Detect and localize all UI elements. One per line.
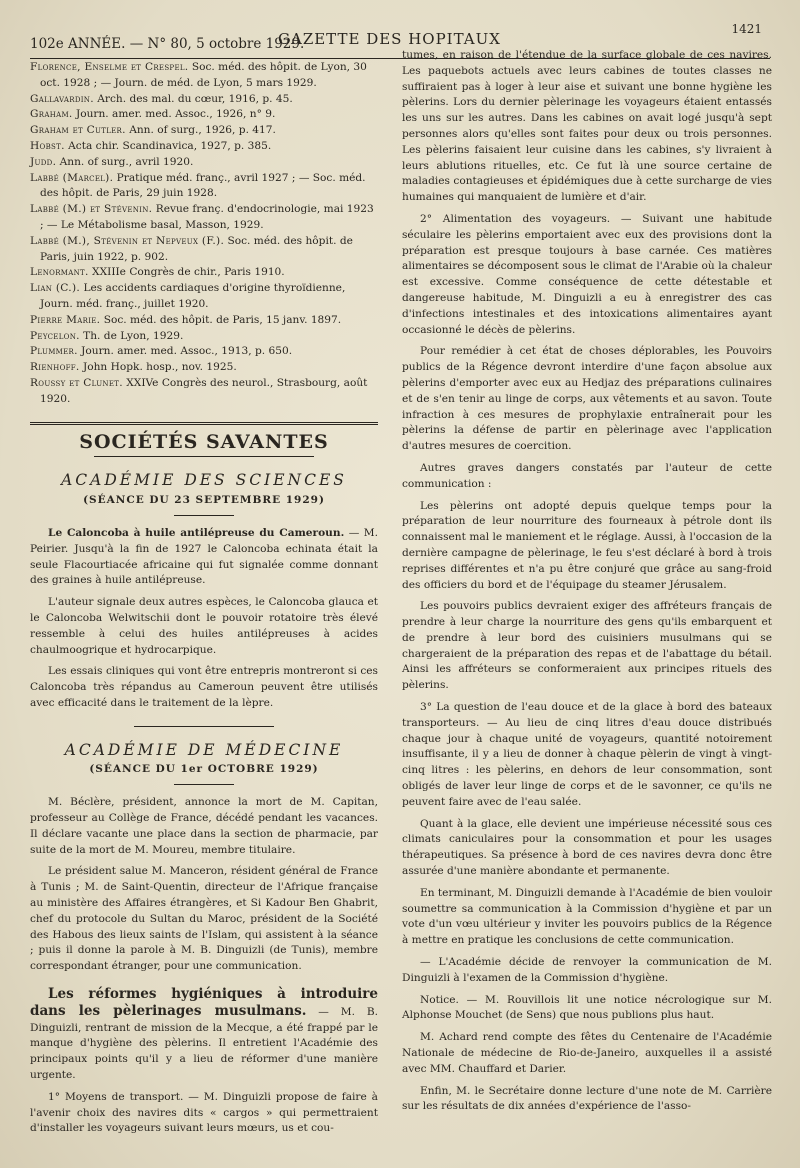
- right-column: [402, 48, 772, 1121]
- paragraph: [30, 987, 378, 1084]
- reference-item: [30, 92, 378, 108]
- paragraph-body: — M. Peirier. Jusqu'à la fin de 1927 le Caloncoba echinata était la seule Flacourtiacée africaine qui fut signalée comme donnant des graines à huile antilépreuse.: [30, 526, 379, 587]
- seance-rule: [174, 515, 234, 516]
- left-column: [30, 60, 378, 1143]
- reference-source: Ann. of surg., 1926, p. 417.: [129, 124, 276, 137]
- academie-sciences-title: ACADÉMIE DES SCIENCES: [61, 471, 347, 490]
- paragraph: Pour remédier à cet état de choses déplorables, les Pouvoirs publics de la Régence devront interdire d'une façon absolue aux pèlerins d'emporter avec eux au Hedjaz des préparations culinaires et de s'en tenir au linge de corps, aux vêtements et au savon. Toute infraction à ces mesures de prophylaxie entraînerait pour les pèlerins la défense de partir en pèlerinage avec l'application d'autres mesures de coercition.: [402, 345, 772, 453]
- reference-item: [30, 123, 378, 139]
- reference-item: [30, 329, 378, 345]
- paragraph-lead: Les réformes hygiéniques à introduire dans les pèlerinages musulmans.: [30, 986, 378, 1019]
- reference-source: Acta chir. Scandinavica, 1927, p. 385.: [68, 139, 272, 152]
- paragraph: Enfin, M. le Secrétaire donne lecture d'une note de M. Carrière sur les résultats de dix années d'expérience de l'asso-: [402, 1084, 772, 1113]
- reference-item: [30, 265, 378, 281]
- reference-source: Soc. méd. des hôpit. de Paris, 15 janv. 1897.: [103, 313, 342, 326]
- page-number: 1421: [731, 22, 762, 36]
- issue-info: 102e ANNÉE. — N° 80, 5 octobre 1929.: [30, 36, 305, 52]
- reference-author: Labbé (M.) et Stévenin.: [30, 203, 153, 216]
- reference-item: [30, 202, 378, 234]
- reference-author: Gallavardin.: [30, 92, 94, 105]
- reference-item: [30, 344, 378, 360]
- paragraph: tumes, en raison de l'étendue de la surface globale de ces navires. Les paquebots actuels avec leurs cabines de toutes classes ne suffiraient pas à loger à leur aise et suivant une bonne hygiène les pèlerins. Lors du dernier pèlerinage les voyageurs étaient entassés les uns sur les autres. Dans les cabines on avait logé jusqu'à sept personnes alors qu'elles sont faites pour deux ou trois personnes. Les pèlerins faisaient leur cuisine dans les cabines, s'y livraient à leurs ablutions rituelles, etc. Ce fut là une source certaine de maladies contagieuses et épidémiques due à cette surcharge de vies humaines qui manquaient de lumière et d'air.: [402, 49, 772, 204]
- reference-item: [30, 60, 378, 92]
- reference-item: [30, 376, 378, 408]
- paragraph: Le président salue M. Manceron, résident général de France à Tunis ; M. de Saint-Quentin, directeur de l'Afrique française au ministère des Affaires étrangères, et Si Kadour Ben Ghabrit, chef du protocole du Sultan du Maroc, président de la Société des Habous des lieux saints de l'Islam, qui assistent à la séance ; puis il donne la parole à M. B. Dinguizli (de Tunis), membre correspondant étranger, pour une communication.: [30, 865, 378, 973]
- paragraph: Autres graves dangers constatés par l'auteur de cette communication :: [402, 461, 772, 490]
- reference-source: XXIIIe Congrès de chir., Paris 1910.: [92, 266, 285, 279]
- reference-source: Journ. amer. med. Assoc., 1913, p. 650.: [81, 345, 293, 358]
- reference-source: Revue franç. d'endocrinologie, mai 1923 ; — Le Métabolisme basal, Masson, 1929.: [40, 203, 374, 231]
- reference-source: Pratique méd. franç., avril 1927 ; — Soc. méd. des hôpit. de Paris, 29 juin 1928.: [40, 171, 366, 200]
- reference-source: Les accidents cardiaques d'origine thyroïdienne, Journ. méd. franç., juillet 1920.: [40, 282, 346, 310]
- paragraph: Les pèlerins ont adopté depuis quelque temps pour la préparation de leur nourriture des fourneaux à pétrole dont ils connaissent mal le maniement et le réglage. Aussi, à l'occasion de la dernière campagne de pèlerinage, le feu s'est déclaré à bord à trois reprises différentes et n'a pu être conjuré que grâce au sang-froid des officiers du bord et de l'équipage du steamer Jérusalem.: [402, 499, 772, 591]
- reference-source: Th. de Lyon, 1929.: [83, 329, 184, 342]
- reference-author: Plummer.: [30, 345, 78, 358]
- paragraph: Les essais cliniques qui vont être entrepris montreront si ces Caloncoba très répandus au Cameroun peuvent être utilisés avec efficacité dans le traitement de la lèpre.: [30, 665, 378, 709]
- paragraph: En terminant, M. Dinguizli demande à l'Académie de bien vouloir soumettre sa communication à la Commission d'hygiène et par un vote d'un vœu ultérieur y inviter les pouvoirs publics de la Régence à mettre en pratique les conclusions de cette communication.: [402, 886, 773, 947]
- reference-item: [30, 171, 378, 203]
- paragraph: — L'Académie décide de renvoyer la communication de M. Dinguizli à l'examen de la Commission d'hygiène.: [402, 956, 772, 984]
- reference-author: Roussy et Clunet.: [30, 376, 123, 389]
- section-divider: [30, 422, 378, 425]
- reference-author: Labbé (Marcel).: [30, 171, 114, 184]
- reference-author: Graham et Cutler.: [30, 124, 126, 137]
- reference-source: Soc. méd. des hôpit. de Paris, juin 1922, p. 902.: [40, 234, 353, 263]
- right-paragraphs: [402, 48, 772, 1115]
- title-rule: [94, 456, 314, 457]
- paragraph: [30, 526, 378, 589]
- reference-author: Labbé (M.), Stévenin et Nepveux (F.).: [30, 234, 225, 247]
- paragraph: 1° Moyens de transport. — M. Dinguizli propose de faire à l'avenir choix des navires dits « cargos » qui permettraient d'installer les voyageurs suivant leurs mœurs, us et cou-: [30, 1090, 378, 1135]
- reference-source: Journ. amer. med. Assoc., 1926, n° 9.: [75, 108, 276, 121]
- paragraph: Les pouvoirs publics devraient exiger des affréteurs français de prendre à leur charge la nourriture des gens qu'ils embarquent et de prendre à leur bord des cuisiniers musulmans qui se chargeraient de la préparation des repas et de l'abattage du bétail. Ainsi les affréteurs se conformeraient aux principes rituels des pèlerins.: [402, 600, 772, 692]
- reference-source: Arch. des mal. du cœur, 1916, p. 45.: [97, 92, 293, 105]
- section-rule: [134, 726, 274, 727]
- paragraph-body: — M. B. Dinguizli, rentrant de mission de la Mecque, a été frappé par le manque d'hygiène des pèlerins. Il entretient l'Académie des principaux points qu'il y a lieu de réformer d'une manière urgente.: [30, 1005, 378, 1082]
- reference-author: Hobst.: [30, 139, 65, 152]
- reference-list: [30, 60, 378, 408]
- paragraph: 2° Alimentation des voyageurs. — Suivant une habitude séculaire les pèlerins emportaient avec eux des provisions dont la préparation est presque toujours à base carnée. Ces matières alimentaires se décomposent sous le climat de l'Arabie où la chaleur est excessive. Comme conséquence de cette détestable et dangereuse habitude, M. Dinguizli a eu à enregistrer des cas d'infections intestinales et des intoxications alimentaires ayant occasionné le décès de pèlerins.: [402, 212, 772, 336]
- paragraph: L'auteur signale deux autres espèces, le Caloncoba glauca et le Caloncoba Welwitschii dont le pouvoir rotatoire très élevé ressemble à celui des huiles antilépreuses à acides chaulmoogrique et hydrocarpique.: [30, 596, 378, 656]
- reference-author: Graham.: [30, 108, 73, 121]
- academie-medecine-title: ACADÉMIE DE MÉDECINE: [64, 740, 344, 759]
- reference-source: Soc. méd. des hôpit. de Lyon, 30 oct. 1928 ; — Journ. de méd. de Lyon, 5 mars 1929.: [40, 61, 367, 89]
- reference-source: XXIVe Congrès des neurol., Strasbourg, août 1920.: [40, 376, 368, 405]
- paragraph-lead: Le Caloncoba à huile antilépreuse du Cameroun.: [48, 526, 345, 539]
- paragraph: 3° La question de l'eau douce et de la glace à bord des bateaux transporteurs. — Au lieu de cinq litres d'eau douce distribués chaque jour à chaque unité de voyageurs, quantité notoirement insuffisante, il y a lieu de donner à chaque pèlerin de vingt à vingt-cinq litres : les pèlerins, en dehors de leur consommation, sont obligés de laver leur linge de corps et de le savonner, ce qu'ils ne peuvent faire avec de l'eau salée.: [402, 701, 772, 808]
- reference-author: Lenormant.: [30, 266, 89, 279]
- paragraph: M. Achard rend compte des fêtes du Centenaire de l'Académie Nationale de médecine de Rio-de-Janeiro, auxquelles il a assisté avec MM. Chauffard et Darier.: [402, 1031, 772, 1075]
- section-title: SOCIÉTÉS SAVANTES: [79, 430, 329, 453]
- reference-author: Florence, Enselme et Crespel.: [30, 61, 189, 73]
- reference-author: Peycelon.: [30, 329, 80, 342]
- reference-source: Ann. of surg., avril 1920.: [59, 155, 194, 168]
- journal-title: GAZETTE DES HOPITAUX: [278, 30, 501, 48]
- paragraph: Notice. — M. Rouvillois lit une notice nécrologique sur M. Alphonse Mouchet (de Sens) que nous publions plus haut.: [402, 993, 772, 1022]
- reference-item: [30, 107, 378, 123]
- reference-item: [30, 155, 378, 171]
- reference-author: Rienhoff.: [30, 361, 80, 374]
- reference-item: [30, 313, 378, 329]
- reference-item: [30, 139, 378, 155]
- paragraph: Quant à la glace, elle devient une impérieuse nécessité sous ces climats caniculaires pour la consommation et pour les usages thérapeutiques. Sa présence à bord de ces navires devra donc être assurée d'une manière abondante et permanente.: [402, 817, 772, 878]
- academie-medecine-seance: (SÉANCE DU 1er OCTOBRE 1929): [89, 763, 319, 776]
- seance-rule: [174, 784, 234, 785]
- reference-source: John Hopk. hosp., nov. 1925.: [82, 361, 237, 374]
- reference-item: [30, 360, 378, 376]
- academie-sciences-seance: (SÉANCE DU 23 SEPTEMBRE 1929): [83, 494, 325, 507]
- reference-item: [30, 234, 378, 266]
- reference-item: [30, 281, 378, 313]
- paragraph: M. Béclère, président, annonce la mort de M. Capitan, professeur au Collège de France, décédé pendant les vacances. Il déclare vacante une place dans la section de pharmacie, par suite de la mort de M. Moureu, membre titulaire.: [30, 796, 378, 856]
- reference-author: Lian (C.).: [30, 282, 81, 295]
- reference-author: Judd.: [30, 155, 57, 168]
- reference-author: Pierre Marie.: [30, 313, 101, 326]
